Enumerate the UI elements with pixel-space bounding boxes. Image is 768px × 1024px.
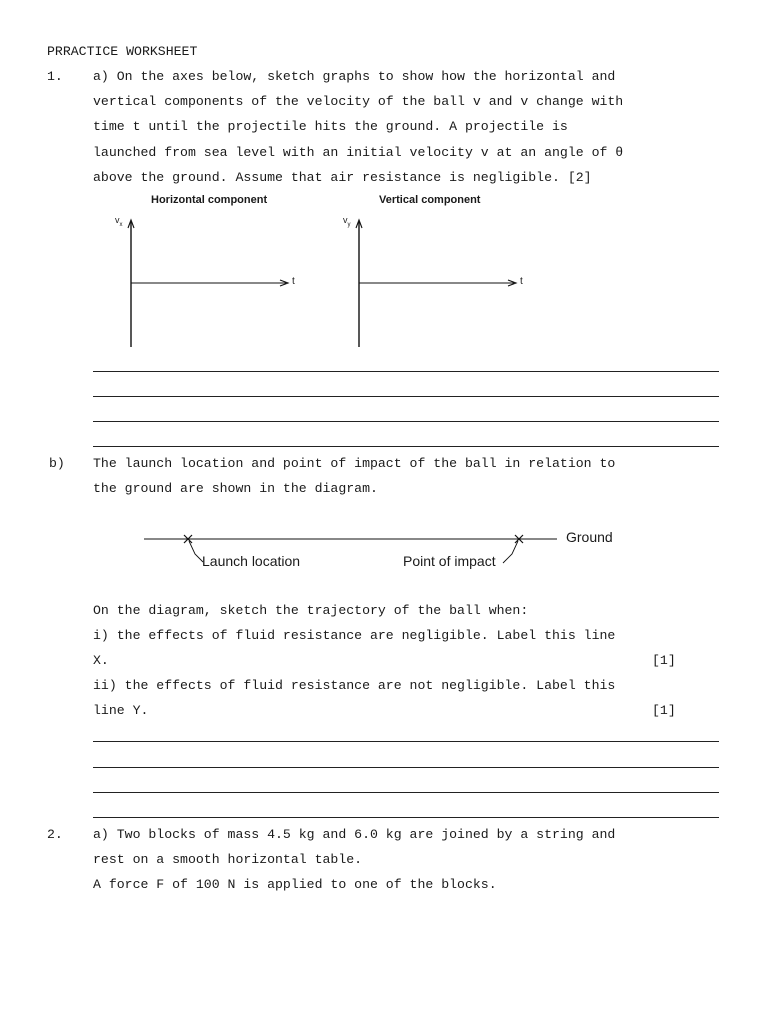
answer-line[interactable]: [93, 792, 719, 793]
q1a-line-4: launched from sea level with an initial velocity v at an angle of θ: [93, 145, 624, 160]
q1b-part-i-line-1: i) the effects of fluid resistance are negligible. Label this line: [93, 628, 616, 643]
q1b-part-i-line-2: X.: [93, 653, 109, 668]
question-2-number: 2.: [47, 827, 63, 842]
q1a-line-1: a) On the axes below, sketch graphs to show how the horizontal and: [93, 69, 616, 84]
horizontal-graph-x-label: t: [292, 276, 295, 287]
q1b-part-ii-mark: [1]: [652, 703, 676, 718]
ground-label: Ground: [566, 529, 613, 545]
vy-subscript: y: [347, 221, 351, 228]
vertical-graph-title: Vertical component: [379, 194, 481, 206]
answer-line[interactable]: [93, 767, 719, 768]
horizontal-graph-title: Horizontal component: [151, 194, 268, 206]
vertical-graph-x-label: t: [520, 276, 523, 287]
q1b-part-i-mark: [1]: [652, 653, 676, 668]
question-1-number: 1.: [47, 69, 63, 84]
vx-label: v: [115, 215, 120, 225]
q2-line-2: rest on a smooth horizontal table.: [93, 852, 363, 867]
q2-line-1: a) Two blocks of mass 4.5 kg and 6.0 kg are joined by a string and: [93, 827, 616, 842]
q1b-intro-line-1: The launch location and point of impact of the ball in relation to: [93, 456, 616, 471]
launch-leader-line: [189, 541, 203, 562]
point-of-impact-label: Point of impact: [403, 553, 496, 569]
q1b-intro-line-2: the ground are shown in the diagram.: [93, 481, 378, 496]
vx-subscript: x: [119, 221, 123, 228]
answer-line[interactable]: [93, 817, 719, 818]
vy-label: v: [343, 215, 348, 225]
answer-line[interactable]: [93, 741, 719, 742]
impact-leader-line: [503, 541, 518, 563]
question-1b-label: b): [49, 456, 65, 471]
q1a-line-3: time t until the projectile hits the ground. A projectile is: [93, 119, 568, 134]
q1b-part-ii-line-2: line Y.: [93, 703, 149, 718]
q1a-line-2: vertical components of the velocity of the ball v and v change with: [93, 94, 624, 109]
worksheet-title: PRRACTICE WORKSHEET: [47, 44, 198, 59]
q2-line-3: A force F of 100 N is applied to one of the blocks.: [93, 877, 497, 892]
launch-location-label: Launch location: [202, 553, 301, 569]
q1a-line-5: above the ground. Assume that air resistance is negligible. [2]: [93, 170, 592, 185]
q1b-part-ii-line-1: ii) the effects of fluid resistance are not negligible. Label this: [93, 678, 616, 693]
q1b-instruction: On the diagram, sketch the trajectory of the ball when:: [93, 603, 529, 618]
